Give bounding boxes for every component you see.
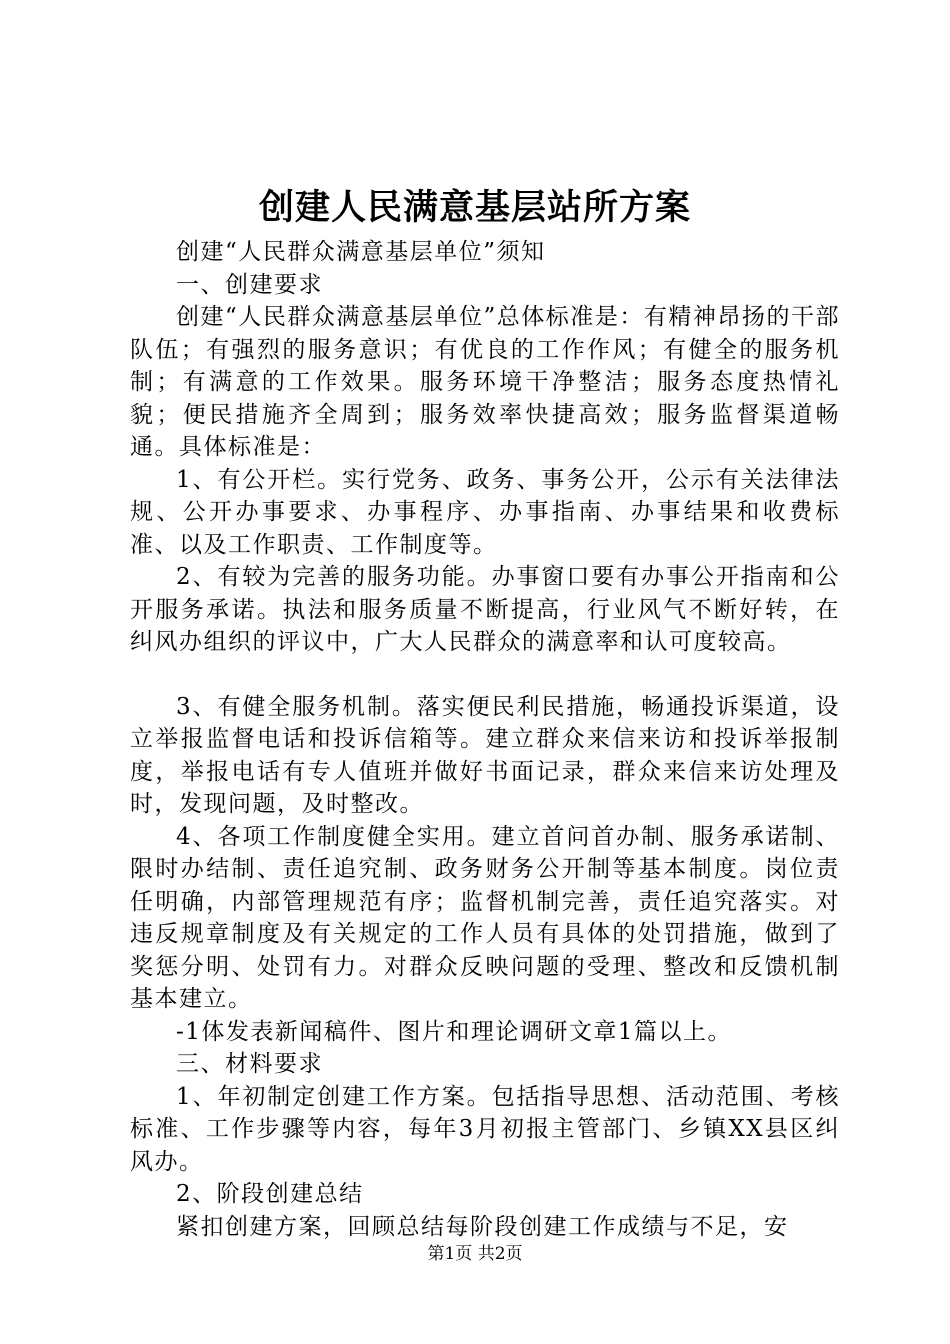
- paragraph: 2、有较为完善的服务功能。办事窗口要有办事公开指南和公开服务承诺。执法和服务质量不断提高，行业风气不断好转，在纠风办组织的评议中，广大人民群众的满意率和认可度较高。: [130, 564, 840, 655]
- paragraph: 1、有公开栏。实行党务、政务、事务公开，公示有关法律法规、公开办事要求、办事程序、办事指南、办事结果和收费标准、以及工作职责、工作制度等。: [130, 466, 840, 558]
- document-body: [130, 236, 840, 1243]
- section-heading: 一、创建要求: [176, 271, 323, 298]
- paragraph: 创建“人民群众满意基层单位”须知: [176, 239, 546, 265]
- paragraph: 紧扣创建方案，回顾总结每阶段创建工作成绩与不足，安: [176, 1213, 789, 1240]
- paragraph: 3、有健全服务机制。落实便民利民措施，畅通投诉渠道，设立举报监督电话和投诉信箱等。建立群众来信来访和投诉举报制度，举报电话有专人值班并做好书面记录，群众来信来访处理及时，发现问题，及时整改。: [130, 693, 840, 817]
- paragraph: 2、阶段创建总结: [176, 1181, 364, 1207]
- document-title: 创建人民满意基层站所方案: [258, 187, 691, 228]
- paragraph: 4、各项工作制度健全实用。建立首问首办制、服务承诺制、限时办结制、责任追究制、政务财务公开制等基本制度。岗位责任明确，内部管理规范有序；监督机制完善，责任追究落实。对违反规章制度及有关规定的工作人员有具体的处罚措施，做到了奖惩分明、处罚有力。对群众反映问题的受理、整改和反馈机制基本建立。: [130, 823, 840, 1012]
- page-footer: 第1页 共2页: [427, 1244, 523, 1264]
- paragraph: 1、年初制定创建工作方案。包括指导思想、活动范围、考核标准、工作步骤等内容，每年3月初报主管部门、乡镇XX县区纠风办。: [130, 1083, 840, 1175]
- section-heading: 三、材料要求: [176, 1051, 323, 1077]
- paragraph: -1体发表新闻稿件、图片和理论调研文章1篇以上。: [176, 1018, 733, 1045]
- paragraph: 创建“人民群众满意基层单位”总体标准是：有精神昂扬的干部队伍；有强烈的服务意识；有优良的工作作风；有健全的服务机制；有满意的工作效果。服务环境干净整洁；服务态度热情礼貌；便民措施齐全周到；服务效率快捷高效；服务监督渠道畅通。具体标准是：: [130, 304, 840, 460]
